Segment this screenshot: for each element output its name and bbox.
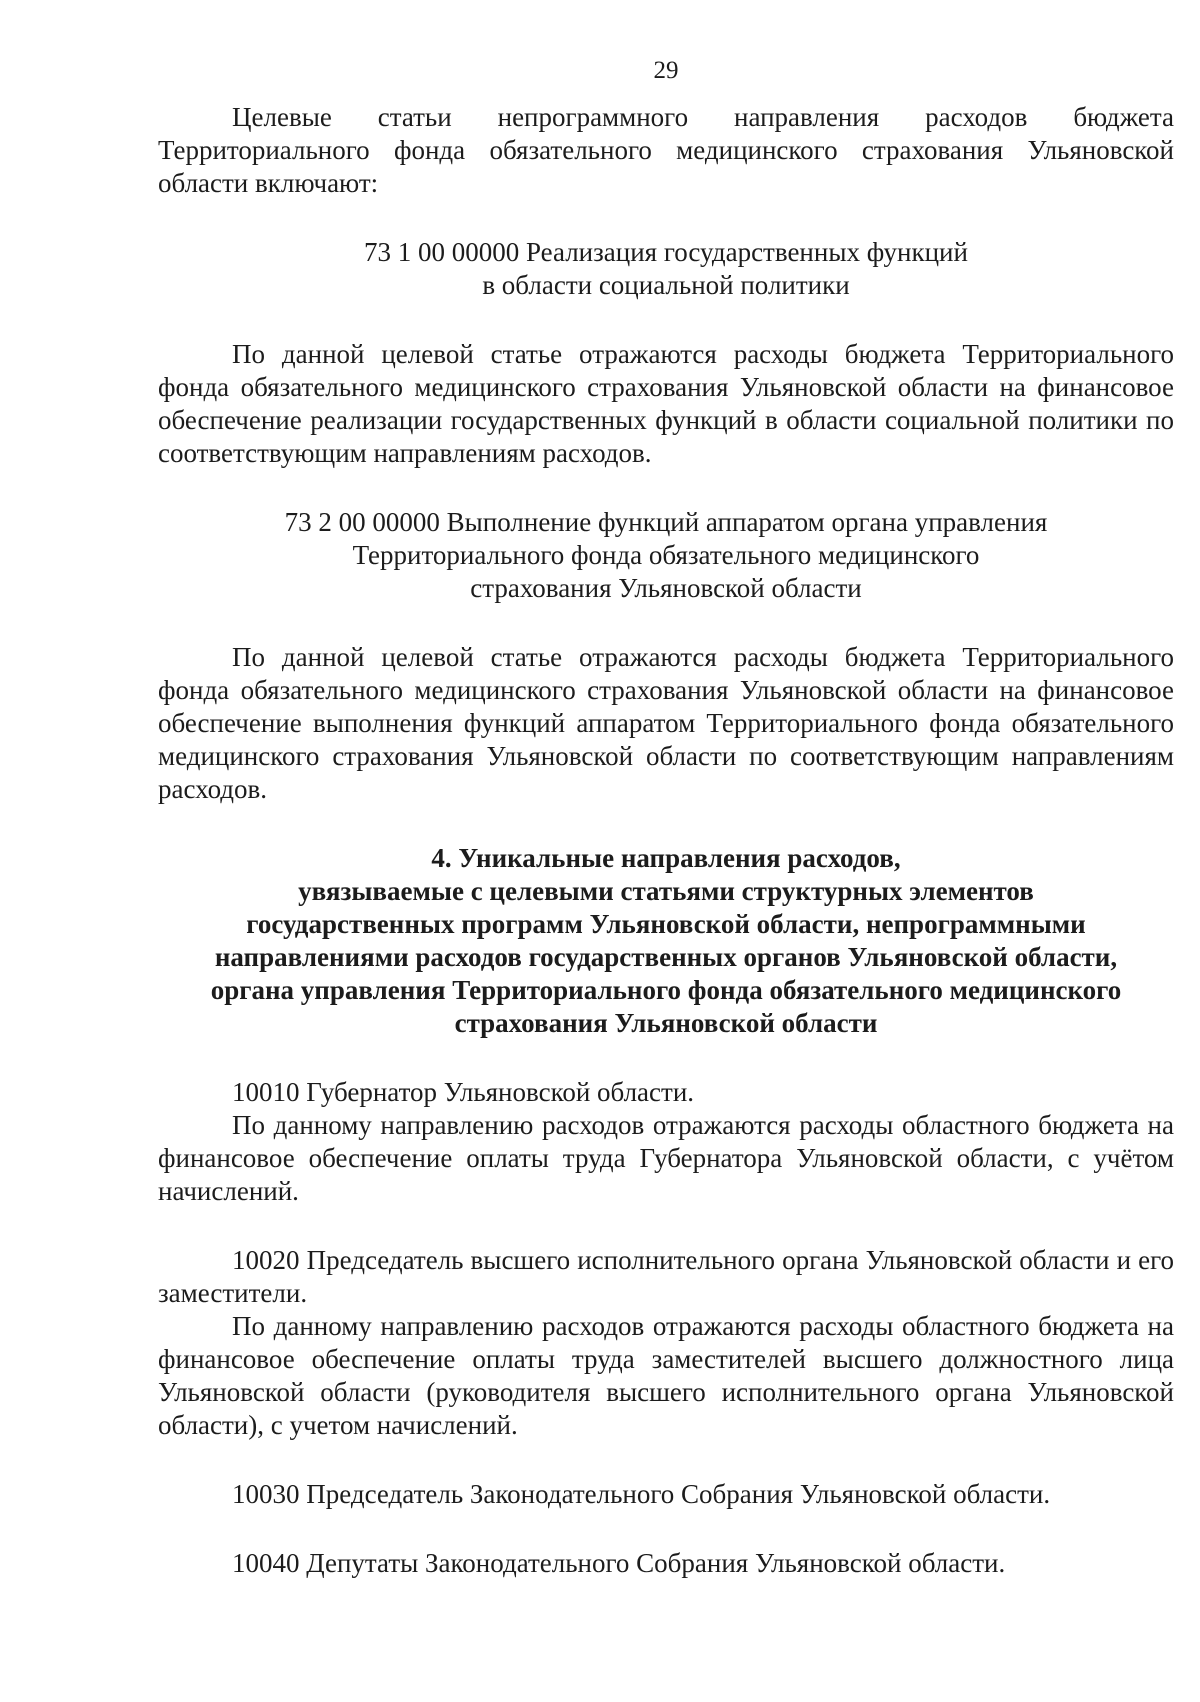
article-1-title-line2: в области социальной политики [482,270,850,300]
section-4-title-line3: государственных программ Ульяновской области, непрограммными [246,909,1086,939]
item-10030-title: 10030 Председатель Законодательного Собрания Ульяновской области. [232,1479,1051,1509]
document-content [158,54,1174,1580]
item-10040-title: 10040 Депутаты Законодательного Собрания Ульяновской области. [232,1548,1006,1578]
section-4-title-line1: 4. Уникальные направления расходов, [431,843,901,873]
page-number: 29 [653,57,679,84]
article-2-title-line1: 73 2 00 00000 Выполнение функций аппаратом органа управления [284,507,1048,537]
section-4-title-line4: направлениями расходов государственных органов Ульяновской области, [214,942,1118,972]
article-2-text: По данной целевой статье отражаются расходы бюджета Территориального фонда обязательного медицинского страхования Ульяновской области на финансовое обеспечение выполнения функций аппаратом Территориального фонда обязательного медицинского страхования Ульяновской области по соответствующим направлениям расходов. [158,642,1174,804]
section-4-title-line6: страхования Ульяновской области [454,1008,878,1038]
section-4-title-line2: увязываемые с целевыми статьями структурных элементов [298,876,1034,906]
article-1-title-line1: 73 1 00 00000 Реализация государственных функций [364,237,968,267]
article-1-text: По данной целевой статье отражаются расходы бюджета Территориального фонда обязательного медицинского страхования Ульяновской области на финансовое обеспечение реализации государственных функций в области социальной политики по соответствующим направлениям расходов. [158,339,1174,468]
article-2-title-line3: страхования Ульяновской области [470,573,862,603]
intro-paragraph: Целевые статьи непрограммного направления расходов бюджета Территориального фонда обязательного медицинского страхования Ульяновской области включают: [158,102,1174,198]
item-10020-text: По данному направлению расходов отражаются расходы областного бюджета на финансовое обеспечение оплаты труда заместителей высшего должностного лица Ульяновской области (руководителя высшего исполнительного органа Ульяновской области), с учетом начислений. [158,1311,1174,1440]
item-10010-title: 10010 Губернатор Ульяновской области. [232,1077,695,1107]
article-2-title-line2: Территориального фонда обязательного медицинского [352,540,980,570]
section-4-title-line5: органа управления Территориального фонда обязательного медицинского [210,975,1122,1005]
item-10010-text: По данному направлению расходов отражаются расходы областного бюджета на финансовое обеспечение оплаты труда Губернатора Ульяновской области, с учётом начислений. [158,1110,1174,1206]
item-10020-title: 10020 Председатель высшего исполнительного органа Ульяновской области и его заместители. [158,1245,1174,1308]
